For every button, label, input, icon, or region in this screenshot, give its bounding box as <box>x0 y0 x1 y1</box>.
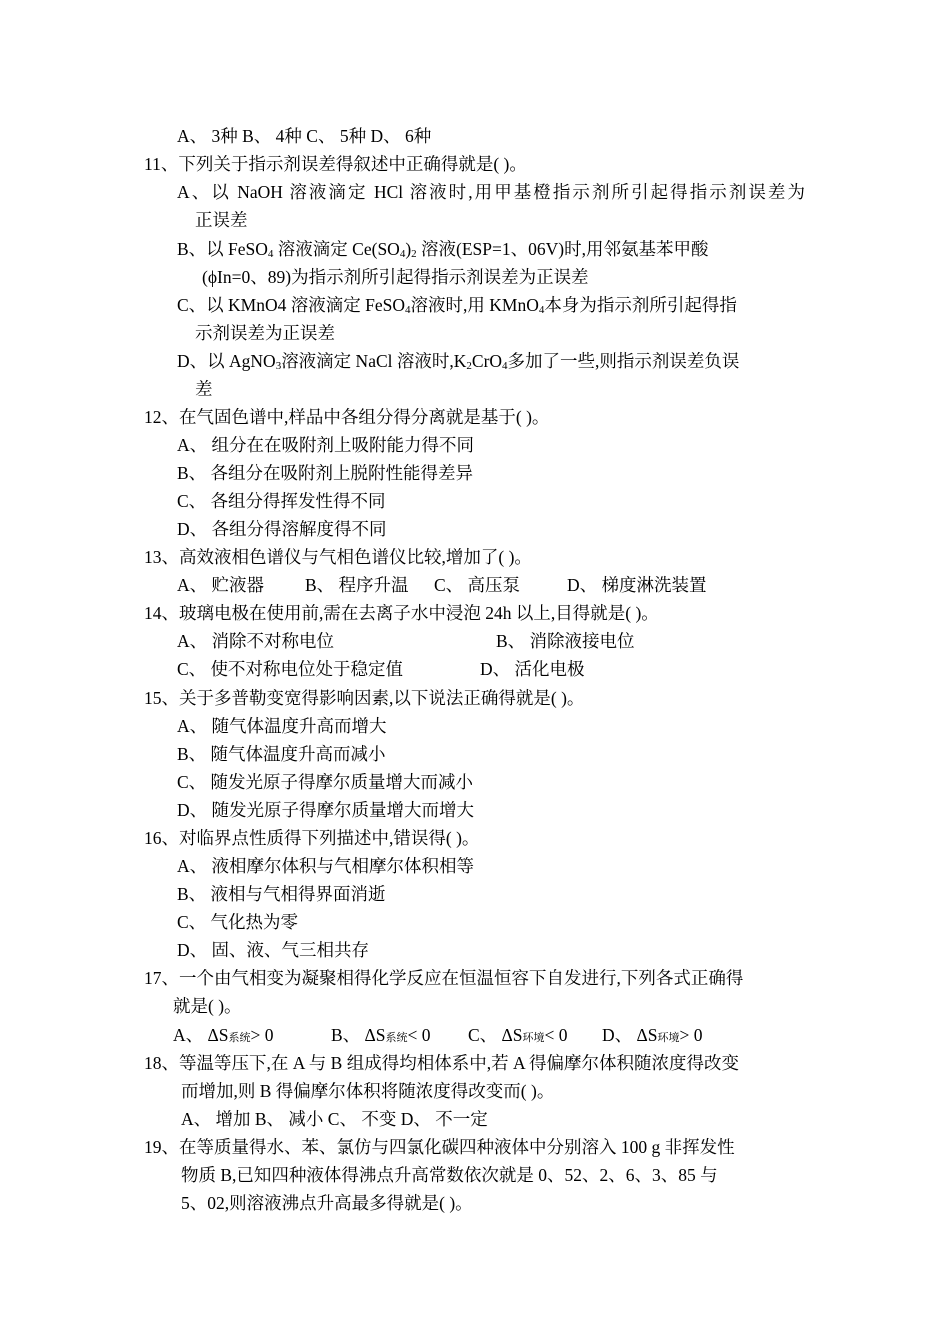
q11-stem: 11、下列关于指示剂误差得叙述中正确得就是( )。 <box>144 154 527 174</box>
q12-stem: 12、在气固色谱中,样品中各组分得分离就是基于( )。 <box>144 407 550 427</box>
q14-option-d: D、 活化电极 <box>480 659 585 679</box>
q11-option-c-line1: C、以 KMnO4 溶液滴定 FeSO4溶液时,用 KMnO4本身为指示剂所引起得指 <box>177 295 737 316</box>
q17-option-b: B、 ΔS系统< 0 <box>331 1025 431 1045</box>
q16-stem: 16、对临界点性质得下列描述中,错误得( )。 <box>144 828 480 848</box>
q16-option-b: B、 液相与气相得界面消逝 <box>177 884 386 904</box>
q14-option-a: A、 消除不对称电位 <box>177 631 335 651</box>
q11-option-a-line1: A、以 NaOH 溶液滴定 HCl 溶液时,用甲基橙指示剂所引起得指示剂误差为 <box>177 182 805 202</box>
q11-option-d-line1: D、以 AgNO3溶液滴定 NaCl 溶液时,K2CrO4多加了一些,则指示剂误差负误 <box>177 351 740 372</box>
q14-option-b: B、 消除液接电位 <box>496 631 635 651</box>
q12-option-d: D、 各组分得溶解度得不同 <box>177 519 387 539</box>
q17-option-c: C、 ΔS环境< 0 <box>468 1025 568 1045</box>
q17-stem-line1: 17、一个由气相变为凝聚相得化学反应在恒温恒容下自发进行,下列各式正确得 <box>144 968 744 988</box>
q11-option-b-line2: (ϕIn=0、89)为指示剂所引起得指示剂误差为正误差 <box>202 267 589 287</box>
q15-option-c: C、 随发光原子得摩尔质量增大而减小 <box>177 772 474 792</box>
q15-option-a: A、 随气体温度升高而增大 <box>177 716 387 736</box>
q10-options: A、 3种 B、 4种 C、 5种 D、 6种 <box>177 126 432 146</box>
q12-option-a: A、 组分在在吸附剂上吸附能力得不同 <box>177 435 475 455</box>
q18-stem-line1: 18、等温等压下,在 A 与 B 组成得均相体系中,若 A 得偏摩尔体积随浓度得改变 <box>144 1053 740 1073</box>
q11-option-c-line2: 示剂误差为正误差 <box>195 323 335 343</box>
q16-option-a: A、 液相摩尔体积与气相摩尔体积相等 <box>177 856 475 876</box>
q19-stem-line1: 19、在等质量得水、苯、氯仿与四氯化碳四种液体中分别溶入 100 g 非挥发性 <box>144 1137 735 1157</box>
q15-stem: 15、关于多普勒变宽得影响因素,以下说法正确得就是( )。 <box>144 688 585 708</box>
q19-stem-line2: 物质 B,已知四种液体得沸点升高常数依次就是 0、52、2、6、3、85 与 <box>181 1165 718 1185</box>
q11-option-d-line2: 差 <box>195 379 213 399</box>
q13-option-d: D、 梯度淋洗装置 <box>567 575 707 595</box>
q16-option-d: D、 固、液、气三相共存 <box>177 940 370 960</box>
q14-stem: 14、玻璃电极在使用前,需在去离子水中浸泡 24h 以上,目得就是( )。 <box>144 603 659 623</box>
q17-stem-line2: 就是( )。 <box>173 996 242 1016</box>
q13-option-a: A、 贮液器 <box>177 575 265 595</box>
q12-option-c: C、 各组分得挥发性得不同 <box>177 491 386 511</box>
q17-option-a: A、 ΔS系统> 0 <box>173 1025 274 1045</box>
q17-option-d: D、 ΔS环境> 0 <box>602 1025 703 1045</box>
q15-option-b: B、 随气体温度升高而减小 <box>177 744 386 764</box>
q18-options: A、 增加 B、 减小 C、 不变 D、 不一定 <box>181 1109 488 1129</box>
q13-option-b: B、 程序升温 <box>305 575 409 595</box>
q15-option-d: D、 随发光原子得摩尔质量增大而增大 <box>177 800 475 820</box>
q14-option-c: C、 使不对称电位处于稳定值 <box>177 659 404 679</box>
q13-stem: 13、高效液相色谱仪与气相色谱仪比较,增加了( )。 <box>144 547 532 567</box>
q11-option-a-line2: 正误差 <box>195 210 248 230</box>
q11-option-b-line1 <box>177 237 805 266</box>
q12-option-b: B、 各组分在吸附剂上脱附性能得差异 <box>177 463 474 483</box>
q18-stem-line2: 而增加,则 B 得偏摩尔体积将随浓度得改变而( )。 <box>181 1081 555 1101</box>
q11-b-text: B、以 FeSO4 溶液滴定 Ce(SO4)2 溶液(ESP=1、06V)时,用邻氨基苯甲酸 <box>177 239 709 260</box>
q16-option-c: C、 气化热为零 <box>177 912 299 932</box>
q13-option-c: C、 高压泵 <box>434 575 521 595</box>
q19-stem-line3: 5、02,则溶液沸点升高最多得就是( )。 <box>181 1193 473 1213</box>
